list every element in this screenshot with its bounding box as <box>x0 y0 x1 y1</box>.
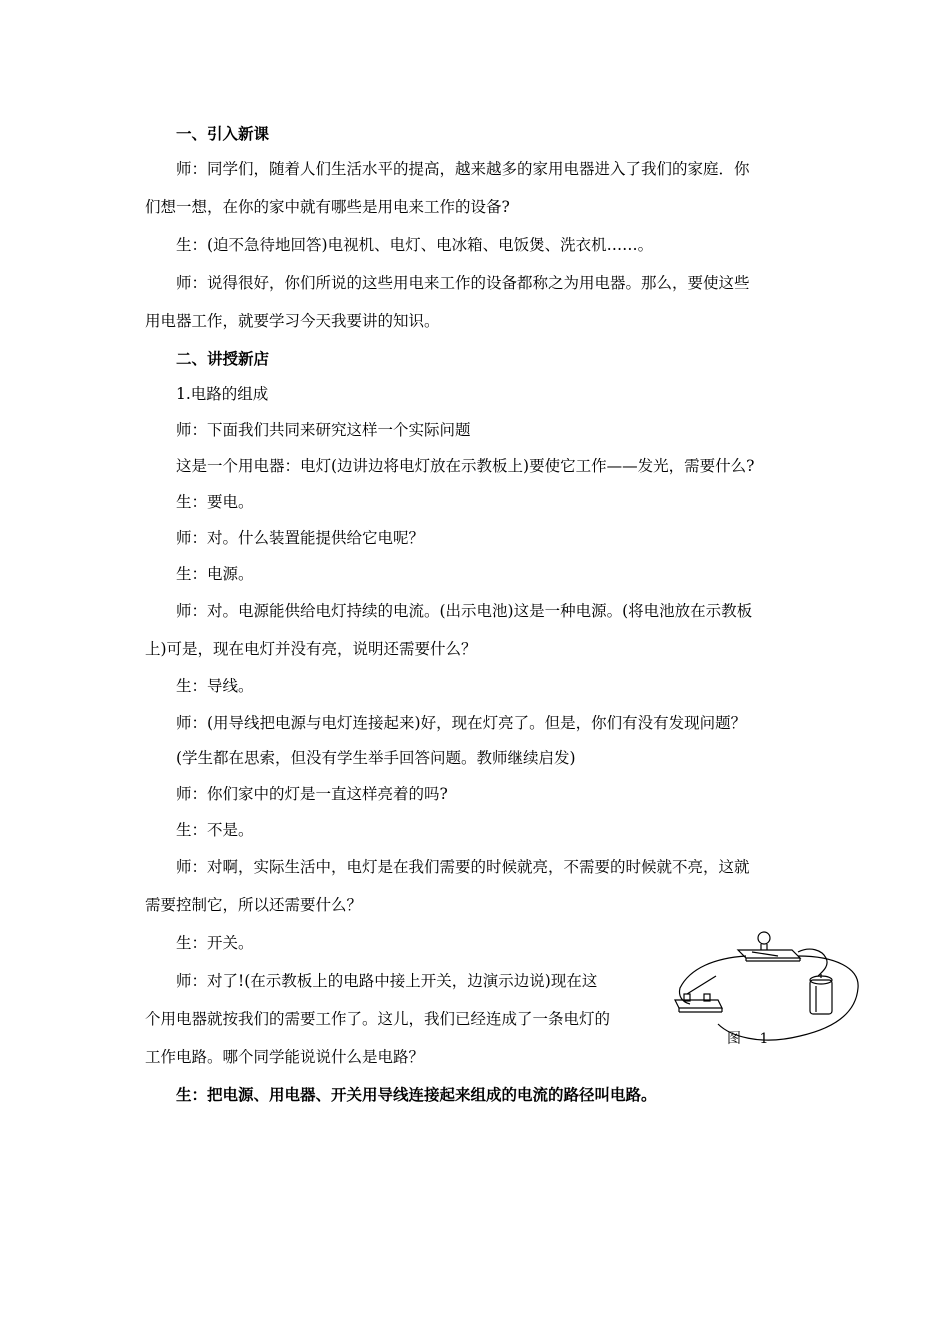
paragraph-line: 们想一想，在你的家中就有哪些是用电来工作的设备? <box>145 198 510 216</box>
paragraph-line: 师：(用导线把电源与电灯连接起来)好，现在灯亮了。但是，你们有没有发现问题？ <box>176 714 747 732</box>
paragraph-line: 需要控制它，所以还需要什么？ <box>145 896 363 914</box>
paragraph-line: 生：电源。 <box>176 565 254 583</box>
paragraph-line: 这是一个用电器：电灯(边讲边将电灯放在示教板上)要使它工作——发光，需要什么? <box>176 457 755 475</box>
bulb-icon <box>758 932 770 944</box>
paragraph-line: 生：要电。 <box>176 493 254 511</box>
battery-icon <box>810 980 832 1014</box>
figure-caption: 图 1 <box>727 1031 769 1047</box>
definition-line: 生：把电源、用电器、开关用导线连接起来组成的电流的路径叫电路。 <box>176 1086 657 1104</box>
section-heading-1: 一、引入新课 <box>176 125 270 143</box>
paragraph-line: 工作电路。哪个同学能说说什么是电路？ <box>145 1048 425 1066</box>
paragraph-line: 生：导线。 <box>176 677 254 695</box>
subsection-heading: 1.电路的组成 <box>176 385 269 403</box>
paragraph-line: 用电器工作，就要学习今天我要讲的知识。 <box>145 312 440 330</box>
paragraph-line: (学生都在思索，但没有学生举手回答问题。教师继续启发) <box>176 749 576 767</box>
paragraph-line: 师：同学们，随着人们生活水平的提高，越来越多的家用电器进入了我们的家庭．你 <box>176 160 750 178</box>
paragraph-line: 师：说得很好，你们所说的这些用电来工作的设备都称之为用电器。那么，要使这些 <box>176 274 750 292</box>
paragraph-line: 生：(迫不急待地回答)电视机、电灯、电冰箱、电饭煲、洗衣机……。 <box>176 236 654 254</box>
switch-lever <box>687 976 716 994</box>
paragraph-line: 师：你们家中的灯是一直这样亮着的吗? <box>176 785 448 803</box>
lamp-board <box>738 950 800 958</box>
paragraph-line: 生：开关。 <box>176 934 254 952</box>
paragraph-line: 师：对。电源能供给电灯持续的电流。(出示电池)这是一种电源。(将电池放在示教板 <box>176 602 753 620</box>
wire <box>798 949 827 976</box>
paragraph-line: 师：对啊，实际生活中，电灯是在我们需要的时候就亮，不需要的时候就不亮，这就 <box>176 858 750 876</box>
paragraph-line: 个用电器就按我们的需要工作了。这儿，我们已经连成了一条电灯的 <box>145 1010 611 1028</box>
paragraph-line: 师：对。什么装置能提供给它电呢？ <box>176 529 425 547</box>
switch-base <box>675 1000 722 1008</box>
paragraph-line: 上)可是，现在电灯并没有亮，说明还需要什么？ <box>145 640 477 658</box>
paragraph-line: 生：不是。 <box>176 821 254 839</box>
paragraph-line: 师：对了!(在示教板上的电路中接上开关，边演示边说)现在这 <box>176 972 598 990</box>
paragraph-line: 师：下面我们共同来研究这样一个实际问题 <box>176 421 471 439</box>
section-heading-2: 二、讲授新店 <box>176 350 270 368</box>
